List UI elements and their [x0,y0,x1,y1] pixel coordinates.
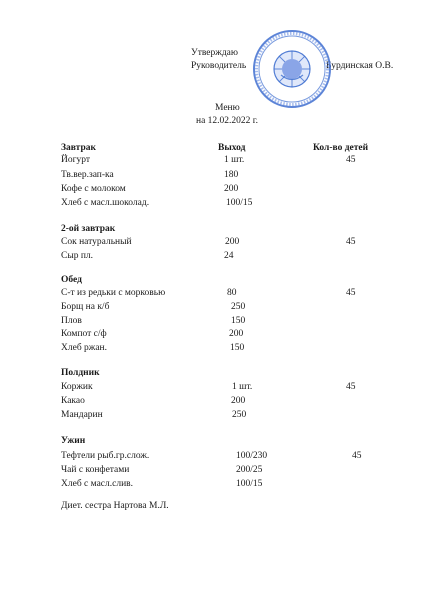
menu-item-dish: Сок натуральный [61,237,132,247]
menu-item-portion: 1 шт. [232,382,253,392]
section-header-lunch: Обед [61,275,82,285]
approver-name: Бурдинская О.В. [326,61,394,71]
menu-item-dish: Кофе с молоком [61,184,126,194]
approval-label: Утверждаю [191,48,238,58]
section-header-second-breakfast: 2-ой завтрак [61,224,116,234]
dietitian-signature: Диет. сестра Нартова М.Л. [61,501,169,511]
menu-item-portion: 200 [231,396,246,406]
menu-item-portion: 100/15 [236,479,263,489]
menu-item-portion: 1 шт. [224,155,245,165]
menu-item-dish: Борщ на к/б [61,302,110,312]
menu-item-dish: С-т из редьки с морковью [61,288,166,298]
menu-item-dish: Хлеб с масл.шоколад. [61,198,150,208]
menu-item-dish: Мандарин [61,410,103,420]
menu-item-dish: Коржик [61,382,93,392]
menu-item-dish: Хлеб с масл.слив. [61,479,134,489]
menu-item-dish: Сыр пл. [61,251,94,261]
official-seal-icon [251,28,333,110]
menu-item-portion: 100/230 [236,451,268,461]
menu-item-dish: Какао [61,396,85,406]
menu-item-dish: Тв.вер.зап-ка [61,170,114,180]
page-title: Меню [215,103,240,113]
menu-item-portion: 200 [225,237,240,247]
menu-date: на 12.02.2022 г. [196,116,259,126]
menu-item-portion: 250 [232,410,247,420]
column-header-portion: Выход [218,143,246,153]
menu-item-portion: 80 [227,288,237,298]
menu-item-children: 45 [346,237,356,247]
menu-item-portion: 200 [229,329,244,339]
approver-role: Руководитель [191,61,247,71]
menu-item-children: 45 [346,288,356,298]
menu-item-portion: 200 [224,184,239,194]
menu-item-portion: 150 [230,343,245,353]
menu-item-dish: Компот с/ф [61,329,107,339]
menu-item-dish: Чай с конфетами [61,465,130,475]
menu-item-portion: 200/25 [236,465,263,475]
menu-item-dish: Йогурт [61,155,91,165]
menu-item-dish: Хлеб ржан. [61,343,108,353]
menu-item-children: 45 [346,382,356,392]
menu-item-dish: Плов [61,316,82,326]
menu-item-portion: 150 [231,316,246,326]
menu-item-dish: Тефтели рыб.гр.слож. [61,451,150,461]
menu-item-portion: 180 [224,170,239,180]
menu-item-portion: 100/15 [226,198,253,208]
menu-item-portion: 250 [231,302,246,312]
section-header-breakfast: Завтрак [61,143,96,153]
menu-item-portion: 24 [224,251,234,261]
section-header-afternoon-snack: Полдник [61,368,100,378]
menu-item-children: 45 [346,155,356,165]
menu-item-children: 45 [352,451,362,461]
section-header-dinner: Ужин [61,436,86,446]
column-header-children: Кол-во детей [313,143,369,153]
